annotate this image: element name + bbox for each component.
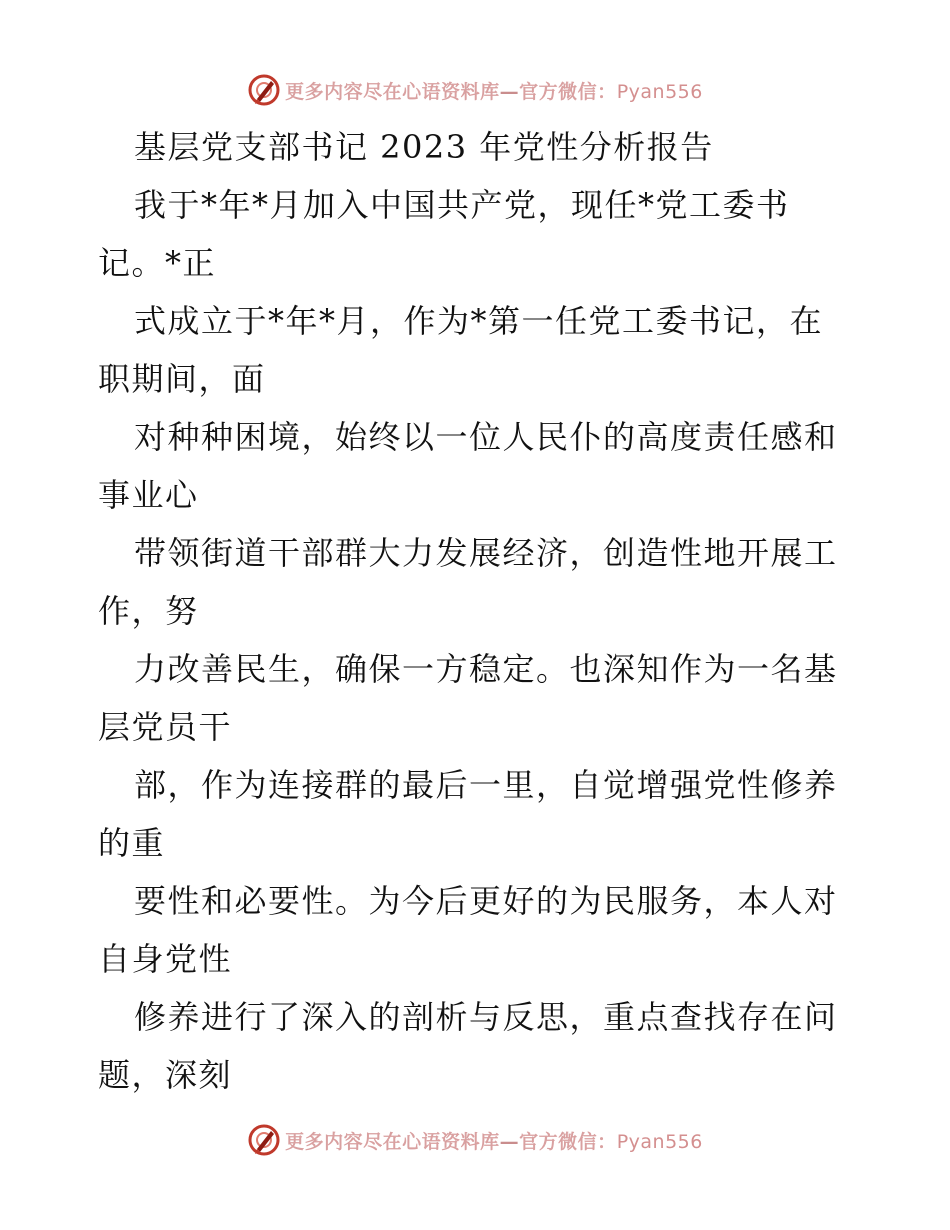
paragraph-line: 作，努 xyxy=(98,592,199,630)
pen-logo-icon xyxy=(247,1123,281,1157)
watermark-text: 更多内容尽在心语资料库—官方微信：Pyan556 xyxy=(285,80,703,103)
paragraph-line: 记。*正 xyxy=(98,244,217,282)
paragraph-line: 自身党性 xyxy=(98,940,233,978)
paragraph-line: 我于*年*月加入中国共产党，现任*党工委书 xyxy=(134,186,790,224)
footer-watermark xyxy=(0,1120,950,1160)
header-watermark xyxy=(0,70,950,110)
paragraph-line: 题，深刻 xyxy=(98,1056,233,1094)
paragraph-line: 对种种困境，始终以一位人民仆的高度责任感和 xyxy=(134,418,838,456)
watermark-text: 更多内容尽在心语资料库—官方微信：Pyan556 xyxy=(285,1130,703,1153)
paragraph-line: 层党员干 xyxy=(98,708,233,746)
paragraph-line: 力改善民生，确保一方稳定。也深知作为一名基 xyxy=(134,650,838,688)
paragraph-line: 职期间，面 xyxy=(98,360,266,398)
pen-logo-icon xyxy=(247,73,281,107)
document-body xyxy=(98,118,858,1104)
document-title: 基层党支部书记 2023 年党性分析报告 xyxy=(134,128,714,166)
paragraph-line: 修养进行了深入的剖析与反思，重点查找存在问 xyxy=(134,998,838,1036)
paragraph-line: 带领街道干部群大力发展经济，创造性地开展工 xyxy=(134,534,838,572)
paragraph-line: 要性和必要性。为今后更好的为民服务，本人对 xyxy=(134,882,838,920)
paragraph-line: 事业心 xyxy=(98,476,199,514)
paragraph-line: 的重 xyxy=(98,824,166,862)
paragraph-line: 式成立于*年*月，作为*第一任党工委书记，在 xyxy=(134,302,824,340)
paragraph-line: 部，作为连接群的最后一里，自觉增强党性修养 xyxy=(134,766,838,804)
